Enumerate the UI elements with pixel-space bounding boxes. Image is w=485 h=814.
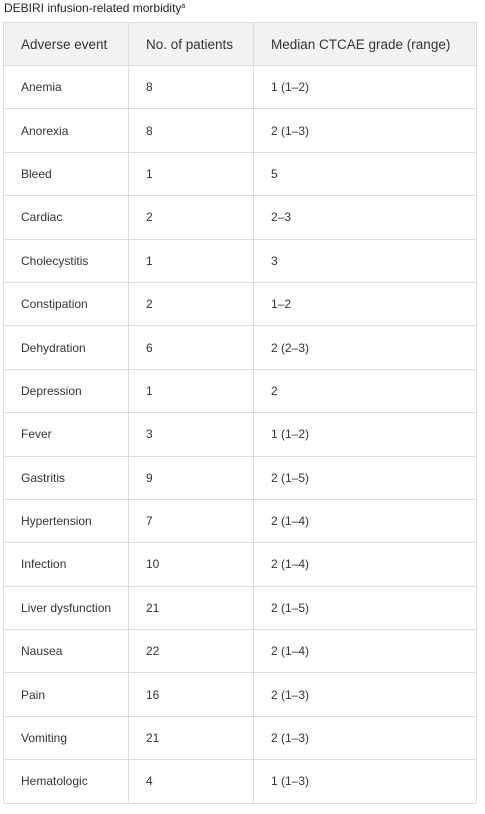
table-row: [4, 152, 477, 195]
cell-adverse-event: Hematologic: [4, 760, 129, 803]
header-row: [4, 23, 477, 66]
cell-median-grade: 2 (1–4): [254, 499, 477, 542]
cell-median-grade: 1–2: [254, 282, 477, 325]
header-no-of-patients: No. of patients: [129, 23, 254, 66]
cell-median-grade: 2 (1–3): [254, 109, 477, 152]
table-row: [4, 543, 477, 586]
cell-adverse-event: Nausea: [4, 630, 129, 673]
cell-adverse-event: Constipation: [4, 282, 129, 325]
table-row: [4, 499, 477, 542]
table-row: [4, 413, 477, 456]
table-body: [4, 66, 477, 804]
table-row: [4, 239, 477, 282]
cell-adverse-event: Liver dysfunction: [4, 586, 129, 629]
cell-median-grade: 2 (1–4): [254, 630, 477, 673]
cell-median-grade: 2 (2–3): [254, 326, 477, 369]
cell-median-grade: 3: [254, 239, 477, 282]
cell-adverse-event: Dehydration: [4, 326, 129, 369]
cell-no-of-patients: 8: [129, 109, 254, 152]
morbidity-table: [3, 22, 477, 804]
cell-no-of-patients: 21: [129, 586, 254, 629]
cell-adverse-event: Cholecystitis: [4, 239, 129, 282]
header-adverse-event: Adverse event: [4, 23, 129, 66]
table-row: [4, 630, 477, 673]
cell-adverse-event: Cardiac: [4, 196, 129, 239]
cell-adverse-event: Vomiting: [4, 716, 129, 759]
cell-median-grade: 5: [254, 152, 477, 195]
footnote-marker: a: [181, 3, 186, 10]
cell-median-grade: 2 (1–5): [254, 456, 477, 499]
table-row: [4, 716, 477, 759]
cell-median-grade: 2 (1–3): [254, 716, 477, 759]
cell-no-of-patients: 8: [129, 66, 254, 109]
cell-no-of-patients: 4: [129, 760, 254, 803]
cell-median-grade: 2: [254, 369, 477, 412]
cell-no-of-patients: 3: [129, 413, 254, 456]
table-row: [4, 760, 477, 803]
cell-median-grade: 2–3: [254, 196, 477, 239]
cell-no-of-patients: 9: [129, 456, 254, 499]
table-row: [4, 369, 477, 412]
cell-adverse-event: Depression: [4, 369, 129, 412]
cell-median-grade: 2 (1–3): [254, 673, 477, 716]
table-caption: [4, 0, 185, 20]
table-row: [4, 282, 477, 325]
cell-median-grade: 2 (1–5): [254, 586, 477, 629]
cell-no-of-patients: 7: [129, 499, 254, 542]
cell-no-of-patients: 21: [129, 716, 254, 759]
cell-no-of-patients: 16: [129, 673, 254, 716]
cell-no-of-patients: 10: [129, 543, 254, 586]
cell-no-of-patients: 1: [129, 239, 254, 282]
cell-adverse-event: Bleed: [4, 152, 129, 195]
cell-no-of-patients: 22: [129, 630, 254, 673]
cell-no-of-patients: 1: [129, 152, 254, 195]
cell-adverse-event: Infection: [4, 543, 129, 586]
table-row: [4, 456, 477, 499]
cell-no-of-patients: 2: [129, 282, 254, 325]
cell-adverse-event: Anemia: [4, 66, 129, 109]
cell-median-grade: 1 (1–2): [254, 66, 477, 109]
cell-median-grade: 1 (1–2): [254, 413, 477, 456]
cell-adverse-event: Fever: [4, 413, 129, 456]
table-row: [4, 326, 477, 369]
table-row: [4, 673, 477, 716]
caption-text: DEBIRI infusion-related morbidity: [4, 1, 182, 15]
table-row: [4, 109, 477, 152]
table-row: [4, 196, 477, 239]
cell-adverse-event: Anorexia: [4, 109, 129, 152]
table-header: [4, 23, 477, 66]
cell-no-of-patients: 1: [129, 369, 254, 412]
table-row: [4, 66, 477, 109]
cell-median-grade: 1 (1–3): [254, 760, 477, 803]
cell-no-of-patients: 6: [129, 326, 254, 369]
cell-no-of-patients: 2: [129, 196, 254, 239]
cell-adverse-event: Hypertension: [4, 499, 129, 542]
cell-median-grade: 2 (1–4): [254, 543, 477, 586]
cell-adverse-event: Pain: [4, 673, 129, 716]
table-row: [4, 586, 477, 629]
header-median-grade: Median CTCAE grade (range): [254, 23, 477, 66]
cell-adverse-event: Gastritis: [4, 456, 129, 499]
